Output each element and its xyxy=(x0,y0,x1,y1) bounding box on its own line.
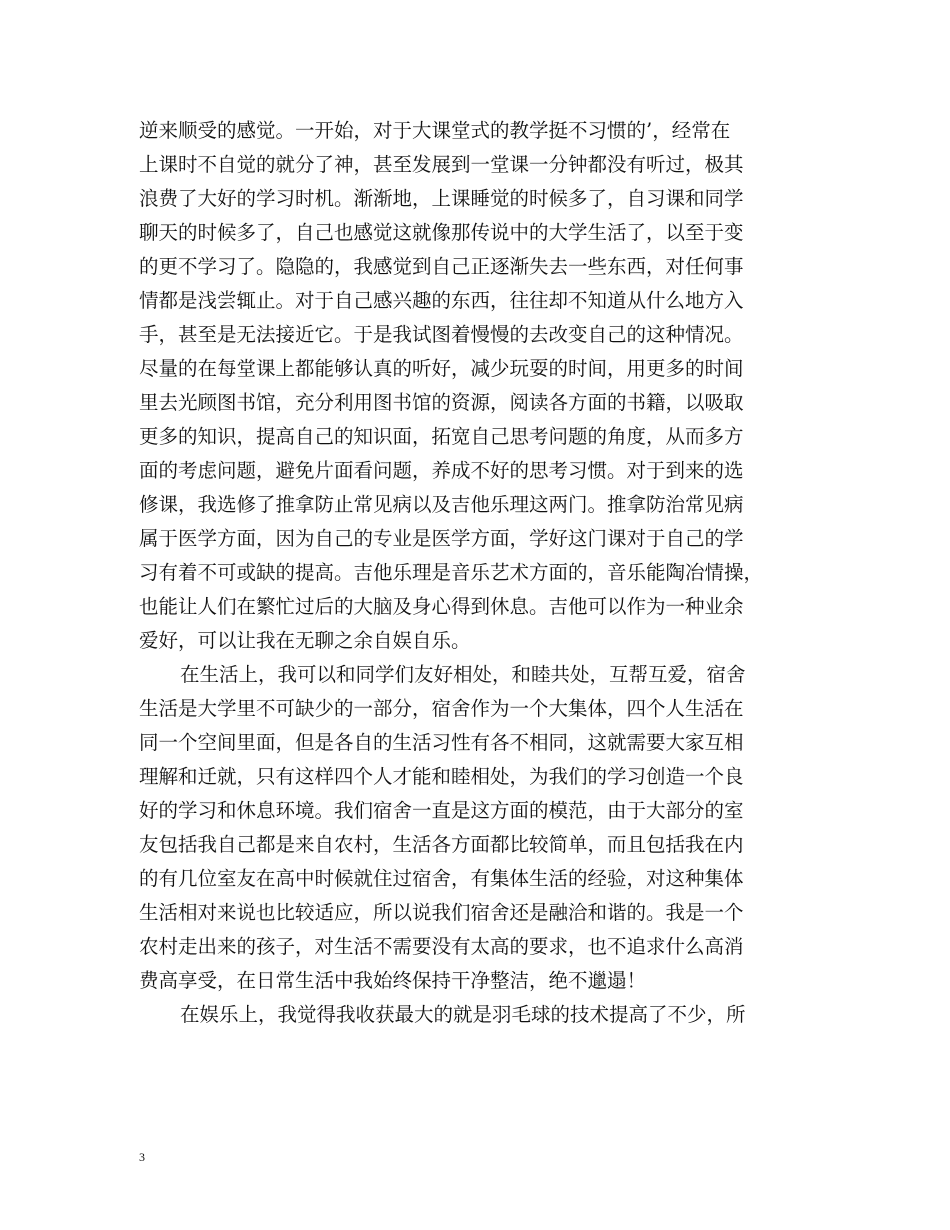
text-line: 里去光顾图书馆，充分利用图书馆的资源，阅读各方面的书籍，以吸取 xyxy=(139,391,744,414)
text-line: 的更不学习了。隐隐的，我感觉到自己正逐渐失去一些东西，对任何事 xyxy=(139,255,744,278)
text-line: 同一个空间里面，但是各自的生活习性有各不相同，这就需要大家互相 xyxy=(139,731,744,754)
text-line: 费高享受，在日常生活中我始终保持干净整洁，绝不邋遢！ xyxy=(139,969,647,992)
text-line: 也能让人们在繁忙过后的大脑及身心得到休息。吉他可以作为一种业余 xyxy=(139,595,744,618)
text-line: 逆来顺受的感觉。一开始，对于大课堂式的教学挺不习惯的’，经常在 xyxy=(139,119,731,142)
paragraph-start-line: 在娱乐上，我觉得我收获最大的就是羽毛球的技术提高了不少，所 xyxy=(180,1003,746,1026)
text-line: 生活是大学里不可缺少的一部分，宿舍作为一个大集体，四个人生活在 xyxy=(139,697,744,720)
text-line: 修课，我选修了推拿防止常见病以及吉他乐理这两门。推拿防治常见病 xyxy=(139,493,744,516)
text-line: 尽量的在每堂课上都能够认真的听好，减少玩耍的时间，用更多的时间 xyxy=(139,357,744,380)
body-text xyxy=(139,114,819,1032)
page-number: 3 xyxy=(139,1150,145,1164)
text-line: 面的考虑问题，避免片面看问题，养成不好的思考习惯。对于到来的选 xyxy=(139,459,744,482)
text-line: 爱好，可以让我在无聊之余自娱自乐。 xyxy=(139,629,471,652)
text-line: 好的学习和休息环境。我们宿舍一直是这方面的模范，由于大部分的室 xyxy=(139,799,744,822)
text-line: 手，甚至是无法接近它。于是我试图着慢慢的去改变自己的这种情况。 xyxy=(139,323,744,346)
text-line: 聊天的时候多了，自己也感觉这就像那传说中的大学生活了，以至于变 xyxy=(139,221,744,244)
text-line: 习有着不可或缺的提高。吉他乐理是音乐艺术方面的，音乐能陶冶情操， xyxy=(139,561,764,584)
text-line: 生活相对来说也比较适应，所以说我们宿舍还是融洽和谐的。我是一个 xyxy=(139,901,744,924)
text-line: 浪费了大好的学习时机。渐渐地，上课睡觉的时候多了，自习课和同学 xyxy=(139,187,744,210)
text-line: 情都是浅尝辄止。对于自己感兴趣的东西，往往却不知道从什么地方入 xyxy=(139,289,744,312)
text-line: 上课时不自觉的就分了神，甚至发展到一堂课一分钟都没有听过，极其 xyxy=(139,153,744,176)
text-line: 友包括我自己都是来自农村，生活各方面都比较简单，而且包括我在内 xyxy=(139,833,744,856)
text-line: 理解和迁就，只有这样四个人才能和睦相处，为我们的学习创造一个良 xyxy=(139,765,744,788)
text-line: 的有几位室友在高中时候就住过宿舍，有集体生活的经验，对这种集体 xyxy=(139,867,744,890)
text-line: 更多的知识，提高自己的知识面，拓宽自己思考问题的角度，从而多方 xyxy=(139,425,744,448)
paragraph-start-line: 在生活上，我可以和同学们友好相处，和睦共处，互帮互爱，宿舍 xyxy=(180,663,746,686)
text-line: 农村走出来的孩子，对生活不需要没有太高的要求，也不追求什么高消 xyxy=(139,935,744,958)
text-line: 属于医学方面，因为自己的专业是医学方面，学好这门课对于自己的学 xyxy=(139,527,744,550)
